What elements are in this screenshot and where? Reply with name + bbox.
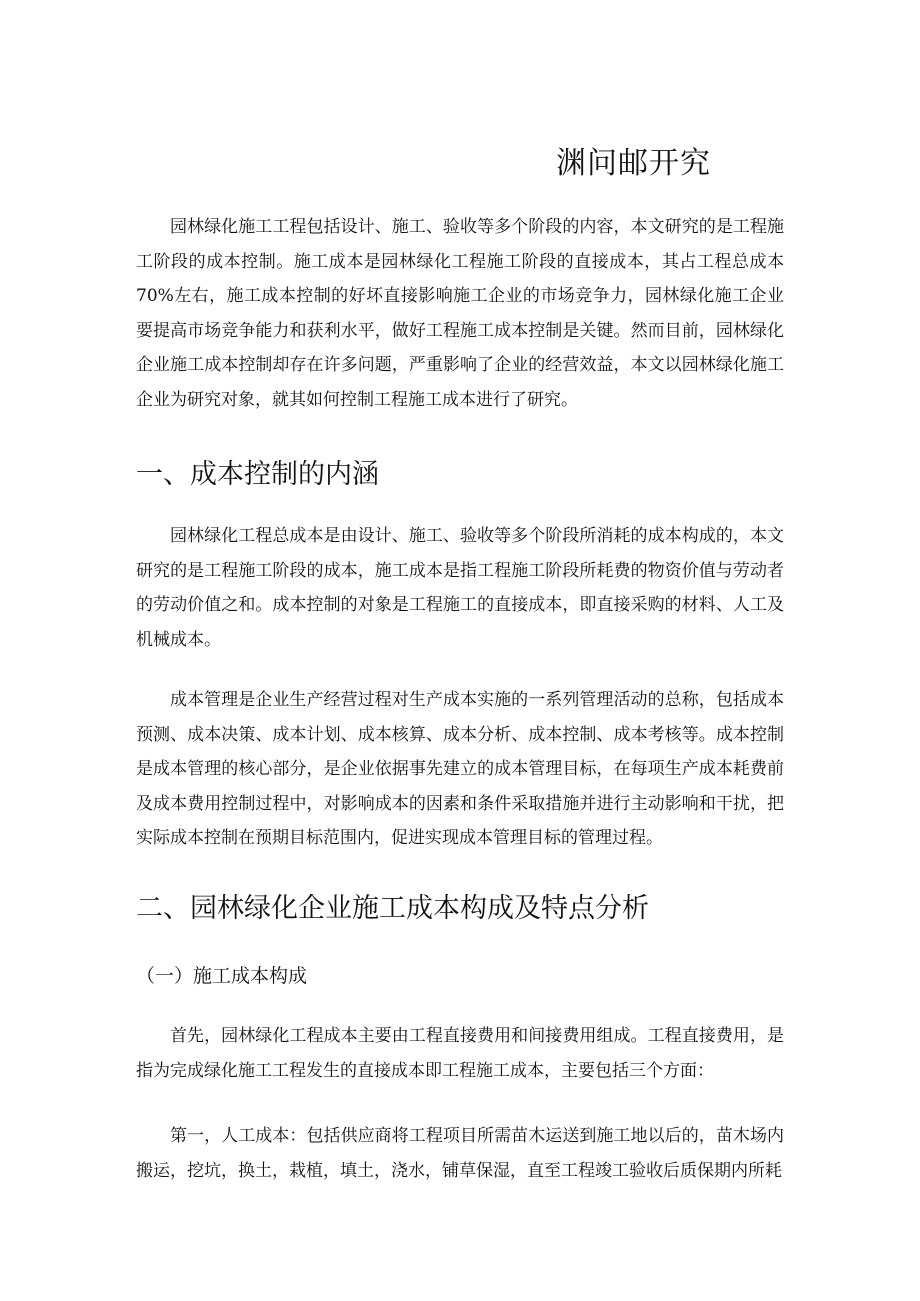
subsection-1-paragraph-1: 首先，园林绿化工程成本主要由工程直接费用和间接费用组成。工程直接费用，是指为完成绿化施工工程发生的直接成本即工程施工成本，主要包括三个方面： bbox=[136, 1026, 784, 1081]
subsection-1-paragraph-2: 第一，人工成本：包括供应商将工程项目所需苗木运送到施工地以后的，苗木场内搬运，挖坑，换土，栽植，填土，浇水，铺草保湿，直至工程竣工验收后质保期内所耗 bbox=[136, 1126, 784, 1181]
section-1-paragraph-2: 成本管理是企业生产经营过程对生产成本实施的一系列管理活动的总称，包括成本预测、成本决策、成本计划、成本核算、成本分析、成本控制、成本考核等。成本控制是成本管理的核心部分，是企业依据事先建立的成本管理目标，在每项生产成本耗费前及成本费用控制过程中，对影响成本的因素和条件采取措施并进行主动影响和干扰，把实际成本控制在预期目标范围内，促进实现成本管理目标的管理过程。 bbox=[136, 690, 784, 849]
section-1-heading: 一、成本控制的内涵 bbox=[136, 459, 379, 490]
document-title: 渊问邮开究 bbox=[556, 146, 711, 181]
section-1-paragraph-1: 园林绿化工程总成本是由设计、施工、验收等多个阶段所消耗的成本构成的，本文研究的是工程施工阶段的成本，施工成本是指工程施工阶段所耗费的物资价值与劳动者的劳动价值之和。成本控制的对象是工程施工的直接成本，即直接采购的材料、人工及机械成本。 bbox=[136, 526, 784, 650]
intro-paragraph: 园林绿化施工工程包括设计、施工、验收等多个阶段的内容，本文研究的是工程施工阶段的成本控制。施工成本是园林绿化工程施工阶段的直接成本，其占工程总成本70%左右，施工成本控制的好坏直接影响施工企业的市场竞争力，园林绿化施工企业要提高市场竞争能力和获利水平，做好工程施工成本控制是关键。然而目前，园林绿化企业施工成本控制却存在许多问题，严重影响了企业的经营效益，本文以园林绿化施工企业为研究对象，就其如何控制工程施工成本进行了研究。 bbox=[136, 217, 784, 410]
section-2-heading: 二、园林绿化企业施工成本构成及特点分析 bbox=[136, 893, 649, 924]
subsection-1-heading: （一）施工成本构成 bbox=[136, 965, 308, 987]
